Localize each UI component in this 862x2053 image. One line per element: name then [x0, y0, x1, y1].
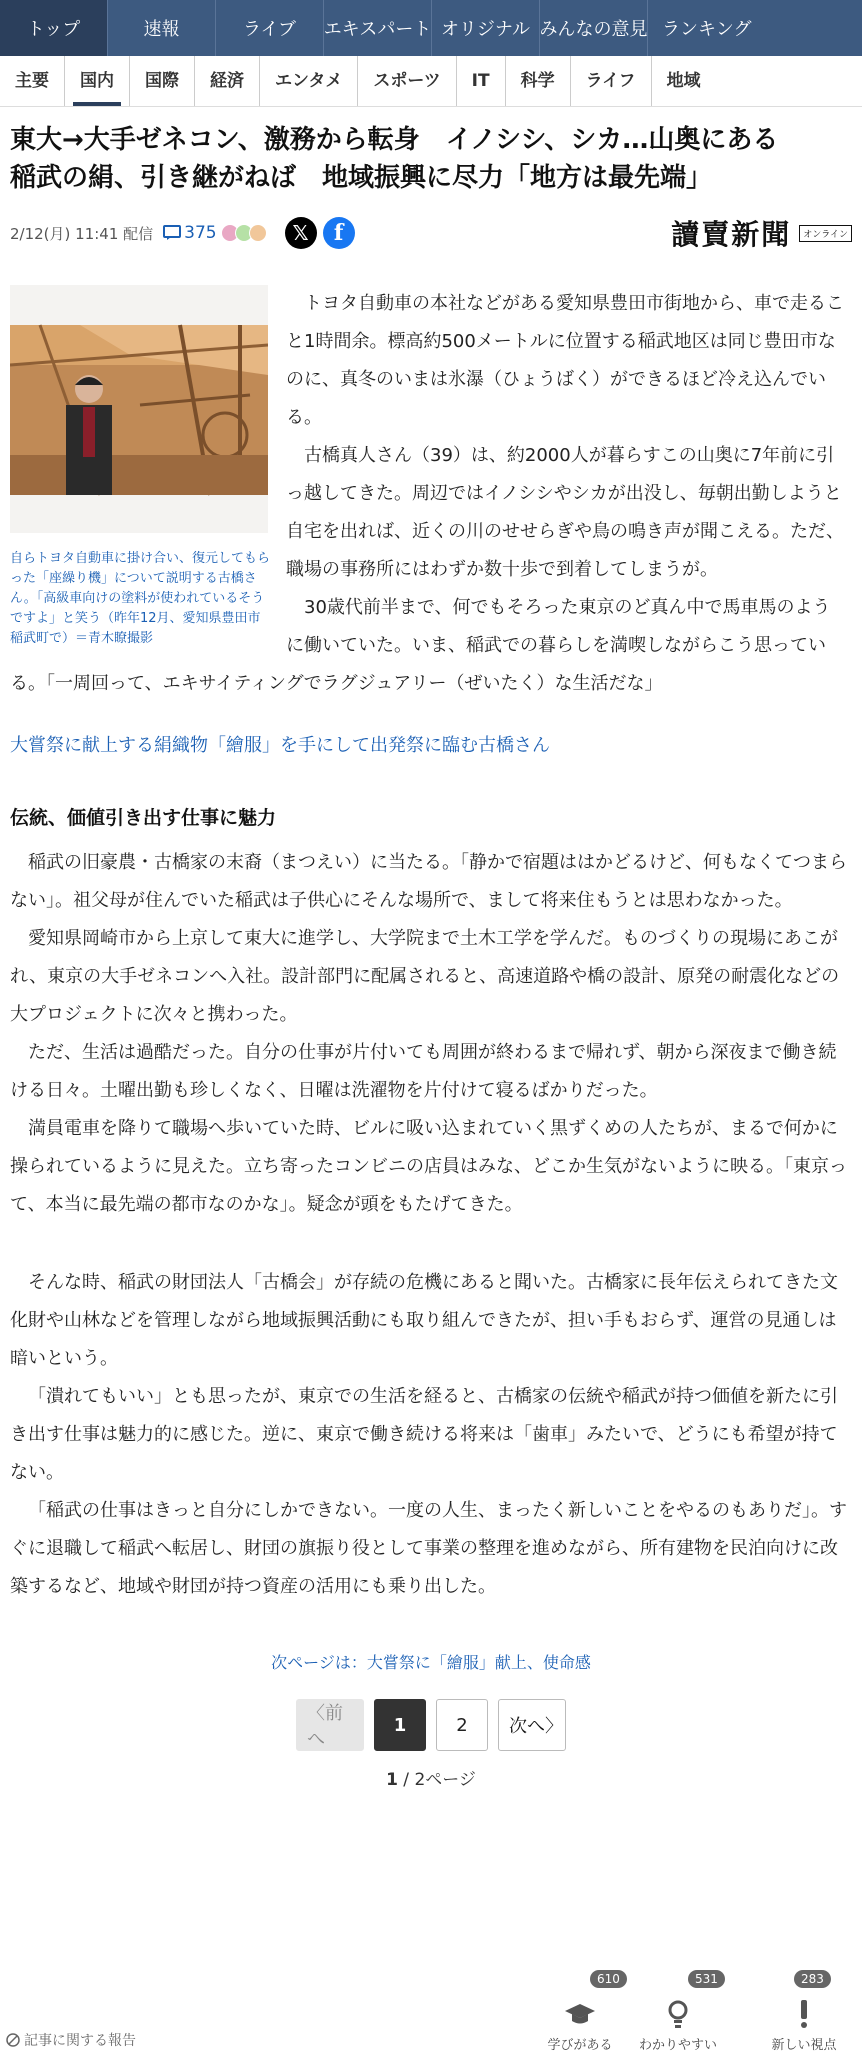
report-link[interactable]	[6, 2030, 136, 2050]
article-title-line2: 稲武の絹、引き継がねば 地域振興に尽力「地方は最先端」	[10, 163, 713, 193]
page-1-button[interactable]: 1	[374, 1699, 426, 1751]
category-sports[interactable]: スポーツ	[358, 56, 456, 106]
top-nav-tab-opinions[interactable]: みんなの意見	[540, 0, 648, 56]
article-body-continued	[10, 844, 848, 1606]
photo-image	[10, 285, 268, 533]
reaction-learn-label: 学びがある	[547, 2038, 613, 2053]
reaction-clear-count: 531	[688, 1970, 725, 1988]
article-title	[10, 121, 848, 197]
prev-page-button[interactable]: 〈前へ	[296, 1699, 364, 1751]
category-main[interactable]: 主要	[0, 56, 65, 106]
top-nav-tab-breaking[interactable]: 速報	[108, 0, 216, 56]
category-life[interactable]: ライフ	[571, 56, 652, 106]
article-paragraph: 満員電車を降りて職場へ歩いていた時、ビルに吸い込まれていく黒ずくめの人たちが、まるで何かに操られているように見えた。立ち寄ったコンビニの店員はみな、どこか生気がないように映る。「東京って、本当に最先端の都市なのかな」。疑念が頭をもたげてきた。	[10, 1118, 847, 1215]
reaction-newview-count: 283	[794, 1970, 831, 1988]
prohibit-icon	[6, 2033, 20, 2047]
article-paragraph: 愛知県岡崎市から上京して東大に進学し、大学院まで土木工学を学んだ。ものづくりの現場にあこがれ、東京の大手ゼネコンへ入社。設計部門に配属されると、高速道路や橋の設計、原発の耐震化などの大プロジェクトに次々と携わった。	[10, 928, 840, 1025]
publish-date: 2/12(月) 11:41 配信	[10, 224, 154, 243]
article-title-line1: 東大→大手ゼネコン、激務から転身 イノシシ、シカ…山奥にある	[10, 125, 779, 155]
article-paragraph: トヨタ自動車の本社などがある愛知県豊田市街地から、車で走ること1時間余。標高約500メートルに位置する稲武地区は同じ豊田市なのに、真冬のいまは氷瀑（ひょうばく）ができるほど冷え込んでいる。	[286, 293, 844, 428]
report-label: 記事に関する報告	[24, 2033, 136, 2049]
publisher-logo	[671, 213, 852, 253]
pagination	[0, 1699, 862, 1751]
related-photo-link[interactable]: 大嘗祭に献上する絹織物「繪服」を手にして出発祭に臨む古橋さん	[10, 735, 550, 756]
footer-reactions	[0, 1960, 862, 2053]
top-nav-tab-live[interactable]: ライブ	[216, 0, 324, 56]
top-nav-tab-expert[interactable]: エキスパート	[324, 0, 432, 56]
article-paragraph: 「潰れてもいい」とも思ったが、東京での生活を経ると、古橋家の伝統や稲武が持つ価値を新たに引き出す仕事は魅力的に感じた。逆に、東京で働き続ける将来は「歯車」みたいで、どうにも希望が持てない。	[10, 1386, 838, 1483]
category-entertainment[interactable]: エンタメ	[260, 56, 358, 106]
top-nav-tab-top[interactable]: トップ	[0, 0, 108, 56]
reaction-newview-label: 新しい視点	[771, 2038, 837, 2053]
comment-count: 375	[184, 223, 217, 243]
article-body	[10, 285, 848, 761]
next-page-link[interactable]: 次ページは：大嘗祭に「繪服」献上、使命感	[271, 1653, 591, 1672]
article-paragraph: 「稲武の仕事はきっと自分にしかできない。一度の人生、まったく新しいことをやるのもありだ」。すぐに退職して稲武へ転居し、財団の旗振り役として事業の整理を進めながら、所有建物を民泊向けに改築するなど、地域や財団が持つ資産の活用にも乗り出した。	[10, 1500, 847, 1597]
article-photo[interactable]	[10, 285, 268, 533]
article-paragraph: 30歳代前半まで、何でもそろった東京のど真ん中で馬車馬のように働いていた。いま、稲武での暮らしを満喫しながらこう思っている。「一周回って、エキサイティングでラグジュアリー（ぜいたく）な生活だな」	[10, 597, 831, 694]
next-page-button[interactable]: 次へ〉	[498, 1699, 566, 1751]
lightbulb-icon	[662, 1998, 694, 2030]
page-2-button[interactable]: 2	[436, 1699, 488, 1751]
category-international[interactable]: 国際	[130, 56, 195, 106]
facebook-share-icon[interactable]: f	[323, 217, 355, 249]
category-region[interactable]: 地域	[666, 71, 701, 91]
reaction-clear-label: わかりやすい	[638, 2038, 717, 2053]
comment-icon	[163, 225, 181, 241]
category-domestic[interactable]: 国内	[65, 56, 130, 106]
top-nav-tab-ranking[interactable]: ランキング	[662, 19, 752, 40]
comments-link[interactable]	[163, 223, 216, 243]
publisher-name: 讀賣新聞	[671, 218, 792, 251]
page-count	[0, 1765, 862, 1790]
publisher-online-tag: オンライン	[799, 225, 852, 242]
article-paragraph: 稲武の旧豪農・古橋家の末裔（まつえい）に当たる。「静かで宿題ははかどるけど、何もなくてつまらない」。祖父母が住んでいた稲武は子供心にそんな場所で、まして将来住もうとは思わなかった。	[10, 852, 847, 911]
section-heading: 伝統、価値引き出す仕事に魅力	[10, 807, 277, 829]
x-share-icon[interactable]: 𝕏	[285, 217, 317, 249]
article-photo-block	[10, 285, 270, 649]
article-meta	[10, 211, 852, 255]
category-economy[interactable]: 経済	[195, 56, 260, 106]
category-science[interactable]: 科学	[506, 56, 571, 106]
category-nav	[0, 56, 862, 107]
reaction-summary-icons	[225, 224, 267, 242]
article-paragraph: そんな時、稲武の財団法人「古橋会」が存続の危機にあると聞いた。古橋家に長年伝えられてきた文化財や山林などを管理しながら地域振興活動にも取り組んできたが、担い手もおらず、運営の見通しは暗いという。	[10, 1272, 838, 1369]
page-count-current: 1	[386, 1770, 398, 1790]
graduation-cap-icon	[564, 1998, 596, 2030]
photo-caption: 自らトヨタ自動車に掛け合い、復元してもらった「座繰り機」について説明する古橋さん。「高級車向けの塗料が使われているそうですよ」と笑う（昨年12月、愛知県豊田市稲武町で）＝青木瞭撮影	[10, 551, 271, 646]
reaction-learn-count: 610	[590, 1970, 627, 1988]
page-count-total: / 2ページ	[397, 1770, 476, 1790]
exclamation-icon	[788, 1998, 820, 2030]
article-paragraph: 古橋真人さん（39）は、約2000人が暮らすこの山奥に7年前に引っ越してきた。周辺ではイノシシやシカが出没し、毎朝出勤しようと自宅を出れば、近くの川のせせらぎや鳥の鳴き声が聞こえる。ただ、職場の事務所にはわずか数十歩で到着してしまうが。	[286, 445, 844, 580]
top-nav	[0, 0, 862, 56]
article-paragraph: ただ、生活は過酷だった。自分の仕事が片付いても周囲が終わるまで帰れず、朝から深夜まで働き続ける日々。土曜出勤も珍しくなく、日曜は洗濯物を片付けて寝るばかりだった。	[10, 1042, 837, 1101]
category-it[interactable]: IT	[457, 56, 506, 106]
top-nav-tab-original[interactable]: オリジナル	[432, 0, 540, 56]
